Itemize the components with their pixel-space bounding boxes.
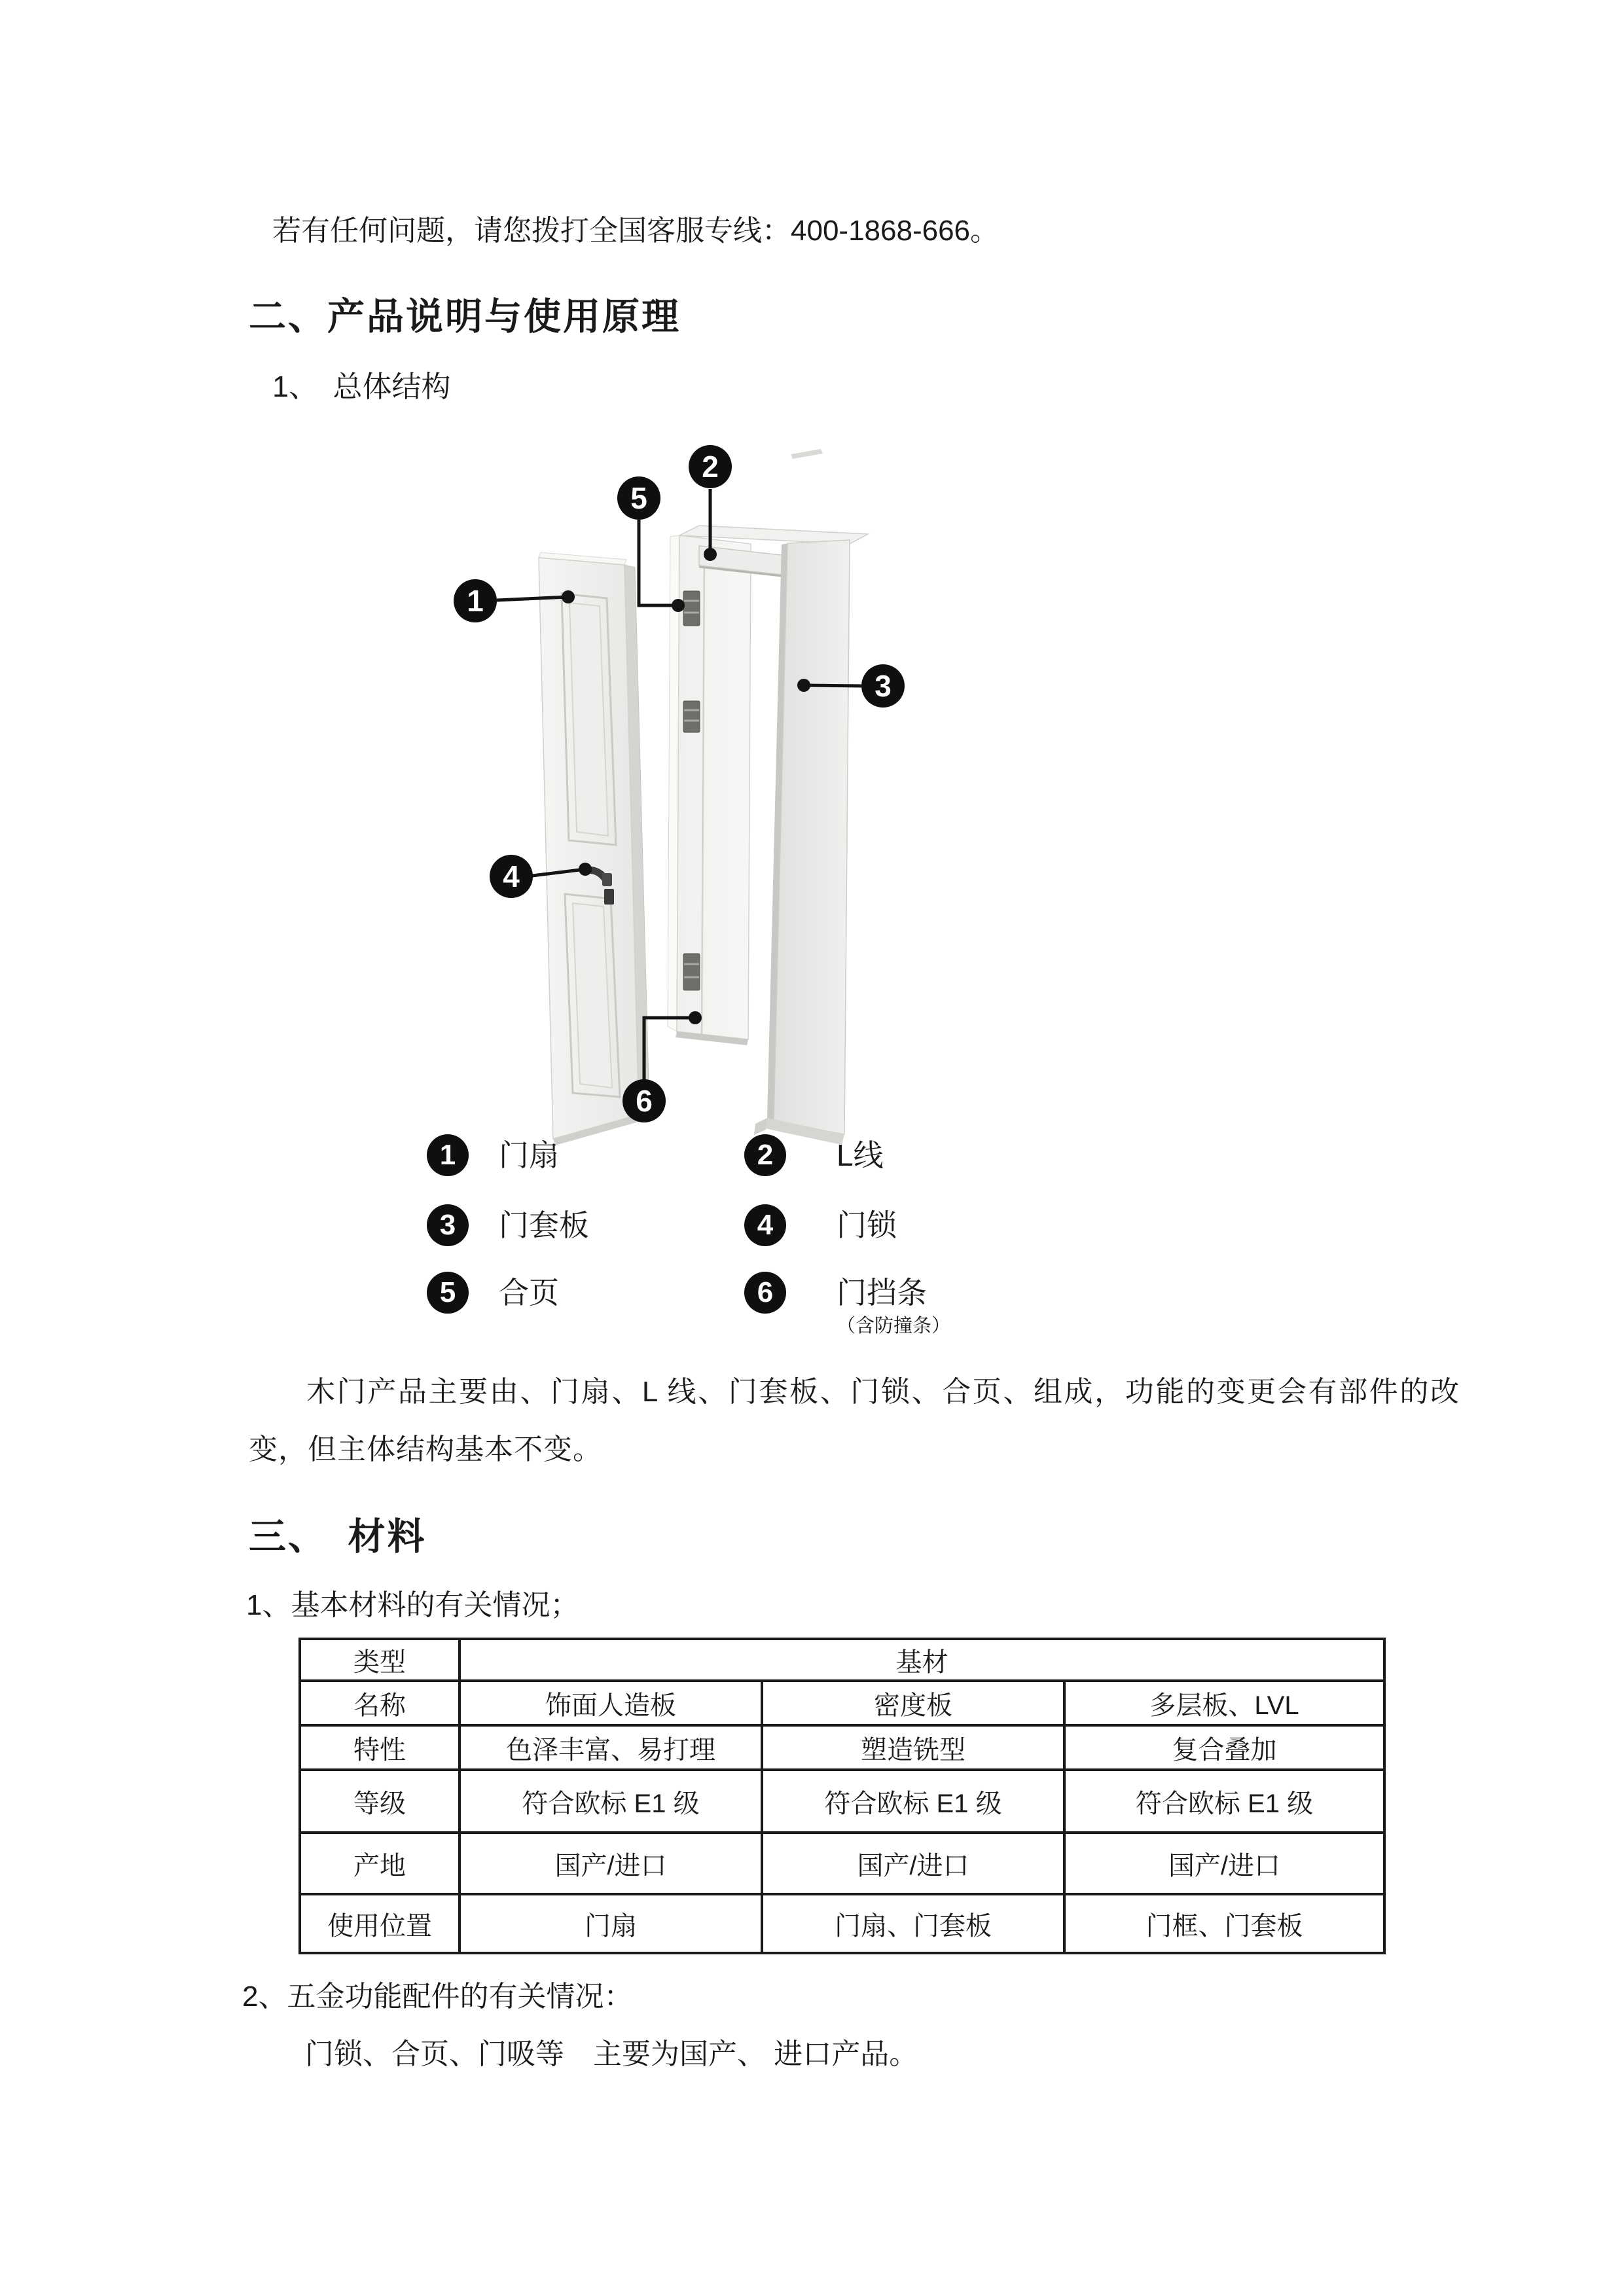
table-cell: 塑造铣型 (762, 1725, 1064, 1770)
table-header-type: 类型 (300, 1639, 460, 1681)
legend-item-door-stop (744, 1272, 950, 1337)
legend-number: 5 (439, 1276, 456, 1308)
legend-label: 门挡条 (837, 1276, 927, 1310)
table-row-usage-position (300, 1894, 1384, 1953)
l-line-sliver (791, 449, 823, 459)
legend-sublabel: （含防撞条） (837, 1316, 951, 1336)
row-label: 产地 (300, 1833, 460, 1894)
door-lock-body (604, 889, 614, 905)
table-cell: 国产/进口 (460, 1833, 762, 1894)
table-cell: 国产/进口 (762, 1833, 1064, 1894)
table-cell: 门扇、门套板 (762, 1894, 1064, 1953)
materials-table (298, 1638, 1386, 1954)
list-item-overall-structure: 1、 总体结构 (272, 370, 451, 403)
row-label: 使用位置 (300, 1894, 460, 1953)
table-cell: 国产/进口 (1064, 1833, 1384, 1894)
legend-item-door-leaf (427, 1134, 559, 1176)
legend-item-l-line (744, 1134, 884, 1176)
callout-2 (689, 445, 732, 488)
callout-3-number: 3 (875, 669, 892, 703)
legend-number: 2 (757, 1139, 774, 1171)
legend-label: L线 (837, 1138, 884, 1172)
callout-5-number: 5 (630, 481, 647, 515)
legend-item-casing-panel (427, 1204, 589, 1246)
door-exploded-diagram (406, 432, 995, 1152)
callout-4-number: 4 (503, 859, 520, 893)
hinge-bottom (683, 954, 700, 990)
table-cell: 符合欧标 E1 级 (460, 1770, 762, 1833)
list-item-hardware: 2、五金功能配件的有关情况： (242, 1981, 633, 2013)
section-title-product-description: 二、产品说明与使用原理 (249, 296, 681, 338)
table-cell: 门框、门套板 (1064, 1894, 1384, 1953)
legend-badge-5 (427, 1272, 469, 1314)
legend-number: 6 (757, 1276, 774, 1308)
structure-description-paragraph: 木门产品主要由、门扇、L 线、门套板、门锁、合页、组成，功能的变更会有部件的改变，但主体结构基本不变。 (249, 1376, 1460, 1465)
table-cell: 符合欧标 E1 级 (762, 1770, 1064, 1833)
table-row-grade (300, 1770, 1384, 1833)
callout-2-number: 2 (702, 450, 719, 484)
table-cell: 门扇 (460, 1894, 762, 1953)
right-jamb-foot-flare (754, 1118, 767, 1135)
section-title-materials: 三、 材料 (249, 1516, 427, 1558)
callout-1-number: 1 (467, 584, 484, 618)
table-row-characteristics (300, 1725, 1384, 1770)
callout-5 (617, 476, 660, 520)
legend-item-door-lock (744, 1204, 897, 1246)
callout-6-number: 6 (636, 1084, 653, 1118)
legend-number: 4 (757, 1209, 774, 1241)
legend-label: 门套板 (499, 1208, 589, 1242)
door-handle-rose (602, 873, 612, 886)
callout-6 (623, 1079, 666, 1122)
hotline-text: 若有任何问题，请您拨打全国客服专线：400-1868-666。 (272, 215, 1000, 247)
table-cell: 色泽丰富、易打理 (460, 1725, 762, 1770)
table-cell: 复合叠加 (1064, 1725, 1384, 1770)
table-header-substrate: 基材 (460, 1639, 1384, 1681)
legend-label: 合页 (499, 1276, 559, 1310)
callout-4 (490, 855, 533, 898)
legend-label: 门锁 (837, 1208, 897, 1242)
table-row-type (300, 1639, 1384, 1681)
table-cell: 密度板 (762, 1681, 1064, 1725)
legend-badge-1 (427, 1134, 469, 1176)
table-cell: 多层板、LVL (1064, 1681, 1384, 1725)
row-label: 特性 (300, 1725, 460, 1770)
hinge-top (683, 591, 700, 626)
legend-badge-6 (744, 1272, 786, 1314)
table-row-name (300, 1681, 1384, 1725)
row-label: 名称 (300, 1681, 460, 1725)
legend-badge-4 (744, 1204, 786, 1246)
callout-1 (454, 579, 497, 622)
legend-item-hinge (427, 1272, 559, 1314)
hinge-middle (683, 701, 700, 732)
hardware-note-text: 门锁、合页、门吸等 主要为国产、 进口产品。 (305, 2038, 918, 2070)
callout-3 (861, 664, 905, 708)
legend-number: 3 (439, 1209, 456, 1241)
right-jamb-face (774, 540, 850, 1134)
table-cell: 饰面人造板 (460, 1681, 762, 1725)
row-label: 等级 (300, 1770, 460, 1833)
legend-number: 1 (439, 1139, 456, 1171)
legend-label: 门扇 (499, 1138, 559, 1172)
legend-badge-3 (427, 1204, 469, 1246)
list-item-basic-materials: 1、基本材料的有关情况； (246, 1589, 579, 1621)
legend-badge-2 (744, 1134, 786, 1176)
table-cell: 符合欧标 E1 级 (1064, 1770, 1384, 1833)
table-row-origin (300, 1833, 1384, 1894)
